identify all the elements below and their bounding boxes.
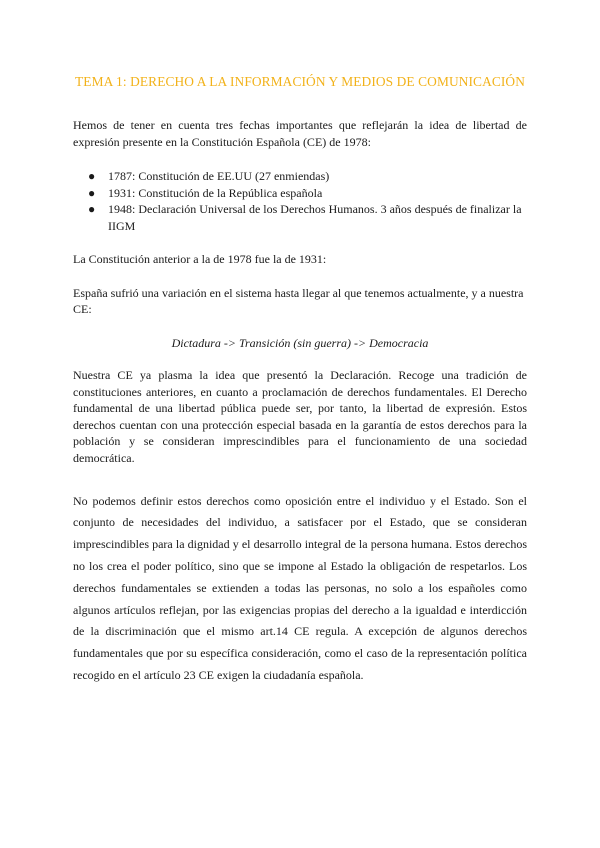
list-item-text: 1787: Constitución de EE.UU (27 enmiendas) (108, 169, 330, 183)
list-item (73, 201, 527, 234)
paragraph-declaration: Nuestra CE ya plasma la idea que presentó la Declaración. Recoge una tradición de constituciones anteriores, en cuanto a proclamación de derechos fundamentales. El Derecho fundamental de una libertad pública puede ser, por tanto, la libertad de expresión. Estos derechos cuentan con una protección especial basada en la garantía de estos derechos para la población y se consideran imprescindibles para el funcionamiento de una sociedad democrática. (73, 368, 527, 465)
paragraph-rights: No podemos definir estos derechos como oposición entre el individuo y el Estado. Son el conjunto de necesidades del individuo, a satisfacer por el Estado, que se consideran imprescindibles para la dignidad y el desarrollo integral de la persona humana. Estos derechos no los crea el poder político, sino que se impone al Estado la obligación de respetarlos. Los derechos fundamentales se extienden a todas las personas, no solo a los españoles como algunos artículos reflejan, por las exigencias propias del derecho a la igualdad e interdicción de la discriminación que el mismo art.14 CE regula. A excepción de algunos derechos fundamentales que por su específica consideración, como el caso de la representación política recogido en el artículo 23 CE exigen la ciudadanía española. (73, 493, 527, 682)
bullet-icon: ● (88, 169, 96, 183)
political-scheme: Dictadura -> Transición (sin guerra) -> Democracia (171, 335, 429, 350)
previous-constitution-text: La Constitución anterior a la de 1978 fue la de 1931: (73, 252, 327, 266)
intro-paragraph: Hemos de tener en cuenta tres fechas importantes que reflejarán la idea de libertad de expresión presente en la Constitución Española (CE) de 1978: (73, 118, 527, 149)
bullet-icon: ● (88, 185, 96, 200)
variation-text: España sufrió una variación en el sistema hasta llegar al que tenemos actualmente, y a nuestra CE: (73, 285, 524, 316)
list-item (73, 168, 527, 185)
document-page (73, 72, 527, 687)
list-item (73, 185, 527, 202)
page-title: TEMA 1: DERECHO A LA INFORMACIÓN Y MEDIOS DE COMUNICACIÓN (75, 74, 525, 89)
list-item-text: 1931: Constitución de la República española (108, 185, 323, 200)
list-item-text: 1948: Declaración Universal de los Derechos Humanos. 3 años después de finalizar la IIGM (108, 202, 522, 233)
dates-list (73, 168, 527, 234)
bullet-icon: ● (88, 202, 96, 216)
